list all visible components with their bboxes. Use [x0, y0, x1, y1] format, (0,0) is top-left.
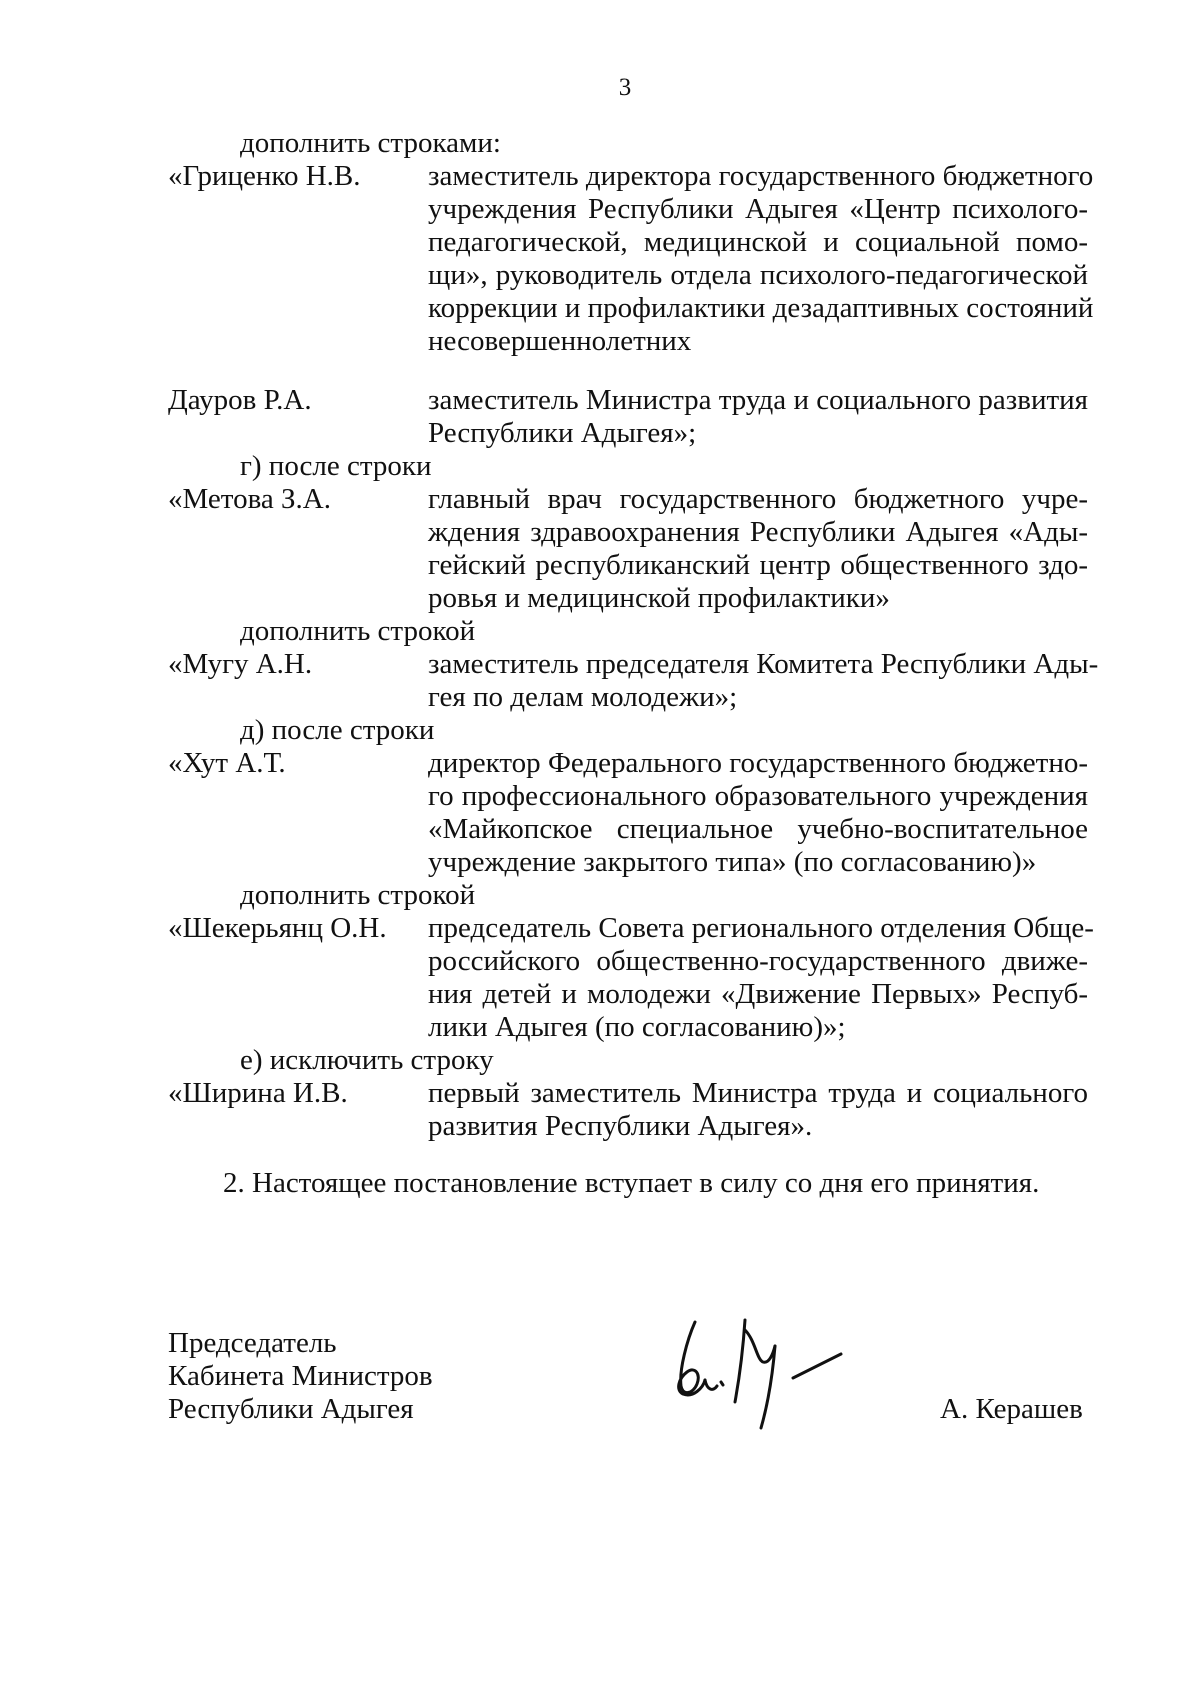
description-line: учреждение закрытого типа» (по согласованию)»	[428, 846, 1037, 878]
position-description	[428, 384, 1088, 450]
description-line: заместитель председателя Комитета Республики Ады-	[428, 648, 1099, 680]
description-line: Республики Адыгея»;	[428, 417, 697, 449]
amendment-instruction: дополнить строкой	[240, 879, 476, 911]
description-line: гея по делам молодежи»;	[428, 681, 738, 713]
description-line: ровья и медицинской профилактики»	[428, 582, 890, 614]
description-line: щи», руководитель отдела психолого-педагогической	[428, 259, 1088, 291]
signatory-title	[168, 1327, 433, 1426]
amendment-instruction: г) после строки	[240, 450, 432, 482]
amendment-instruction: е) исключить строку	[240, 1044, 494, 1076]
person-name: «Шекерьянц О.Н.	[168, 912, 387, 944]
description-line: заместитель директора государственного бюджетного	[428, 160, 1094, 192]
description-line: го профессионального образовательного учреждения	[428, 780, 1088, 812]
signatory-title-line: Председатель	[168, 1327, 337, 1359]
person-name: «Метова З.А.	[168, 483, 331, 515]
signatory-name: А. Керашев	[940, 1393, 1083, 1425]
description-line: ния детей и молодежи «Движение Первых» Респуб-	[428, 978, 1088, 1010]
position-description	[428, 483, 1088, 615]
description-line: российского общественно-государственного движе-	[428, 945, 1088, 977]
description-line: ждения здравоохранения Республики Адыгея «Ады-	[428, 516, 1088, 548]
description-line: председатель Совета регионального отделения Обще-	[428, 912, 1094, 944]
page-number: 3	[618, 74, 632, 101]
description-line: гейский республиканский центр общественного здо-	[428, 549, 1088, 581]
description-line: главный врач государственного бюджетного учре-	[428, 483, 1088, 515]
position-description	[428, 160, 1094, 358]
position-description	[428, 1077, 1088, 1143]
person-name: Дауров Р.А.	[168, 384, 312, 416]
amendment-instruction: д) после строки	[240, 714, 435, 746]
person-name: «Хут А.Т.	[168, 747, 286, 779]
description-line: педагогической, медицинской и социальной помо-	[428, 226, 1088, 258]
description-line: учреждения Республики Адыгея «Центр психолого-	[428, 193, 1088, 225]
description-line: заместитель Министра труда и социального развития	[428, 384, 1088, 416]
amendment-instruction: дополнить строкой	[240, 615, 476, 647]
person-name: «Ширина И.В.	[168, 1077, 348, 1109]
description-line: несовершеннолетних	[428, 325, 692, 357]
position-description	[428, 912, 1094, 1044]
position-description	[428, 747, 1088, 879]
amendment-instruction: дополнить строками:	[240, 127, 501, 159]
description-line: коррекции и профилактики дезадаптивных состояний	[428, 292, 1094, 324]
position-description	[428, 648, 1099, 714]
handwritten-signature	[665, 1300, 845, 1430]
effective-date-clause: 2. Настоящее постановление вступает в силу со дня его принятия.	[223, 1167, 1040, 1199]
description-line: развития Республики Адыгея».	[428, 1110, 813, 1142]
signatory-title-line: Кабинета Министров	[168, 1360, 433, 1392]
description-line: лики Адыгея (по согласованию)»;	[428, 1011, 846, 1043]
person-name: «Гриценко Н.В.	[168, 160, 361, 192]
signatory-title-line: Республики Адыгея	[168, 1393, 414, 1425]
description-line: «Майкопское специальное учебно-воспитательное	[428, 813, 1088, 845]
description-line: директор Федерального государственного бюджетно-	[428, 747, 1088, 779]
person-name: «Мугу А.Н.	[168, 648, 313, 680]
description-line: первый заместитель Министра труда и социального	[428, 1077, 1088, 1109]
